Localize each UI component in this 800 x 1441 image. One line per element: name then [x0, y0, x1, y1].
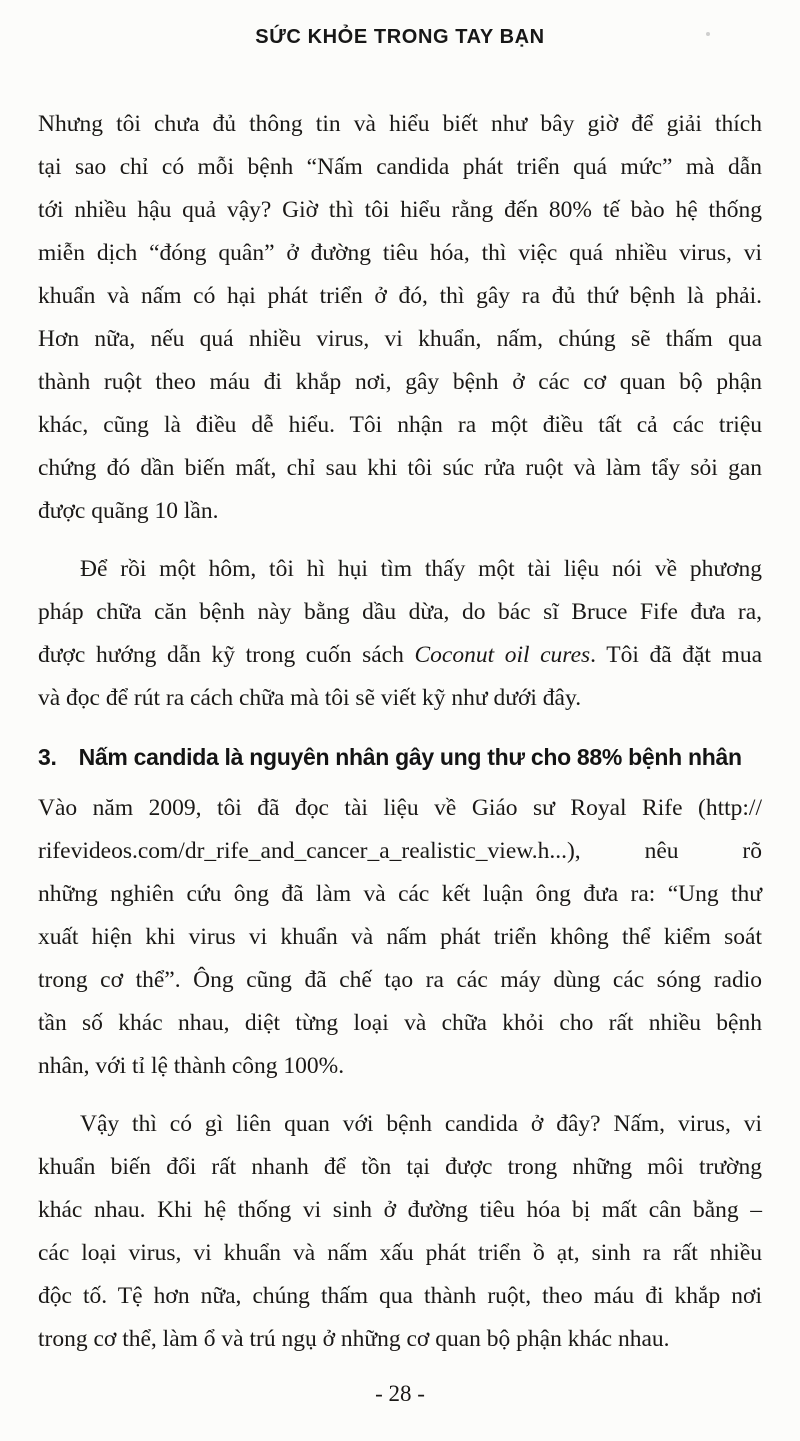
section-title: Nấm candida là nguyên nhân gây ung thư cho 88% bệnh nhân	[78, 744, 742, 770]
page-body	[38, 103, 762, 1361]
text-line: khác nhau. Khi hệ thống vi sinh ở đường tiêu hóa bị mất cân bằng –	[38, 1197, 762, 1223]
text-line: trong cơ thể, làm ổ và trú ngụ ở những cơ quan bộ phận khác nhau.	[38, 1326, 670, 1352]
text-line: Để rồi một hôm, tôi hì hụi tìm thấy một tài liệu nói về phương	[80, 556, 762, 582]
text-line: tới nhiều hậu quả vậy? Giờ thì tôi hiểu rằng đến 80% tế bào hệ thống	[38, 197, 762, 223]
page-number: - 28 -	[375, 1381, 425, 1406]
section-heading	[38, 744, 762, 771]
text-line: tần số khác nhau, diệt từng loại và chữa khỏi cho rất nhiều bệnh	[38, 1010, 762, 1036]
text-line: những nghiên cứu ông đã làm và các kết luận ông đưa ra: “Ung thư	[38, 881, 762, 907]
text-line: trong cơ thể”. Ông cũng đã chế tạo ra các máy dùng các sóng radio	[38, 967, 762, 993]
text-line: xuất hiện khi virus vi khuẩn và nấm phát triển không thể kiểm soát	[38, 924, 762, 950]
paragraph	[38, 103, 762, 533]
paragraph	[38, 787, 762, 1088]
text-line: được hướng dẫn kỹ trong cuốn sách Coconut oil cures. Tôi đã đặt mua	[38, 642, 763, 668]
text-line: Nhưng tôi chưa đủ thông tin và hiểu biết như bây giờ để giải thích	[38, 111, 762, 137]
section-number: 3.	[38, 744, 57, 770]
text-line: thành ruột theo máu đi khắp nơi, gây bệnh ở các cơ quan bộ phận	[38, 369, 762, 395]
text-line: các loại virus, vi khuẩn và nấm xấu phát triển ồ ạt, sinh ra rất nhiều	[38, 1240, 762, 1266]
text-line: độc tố. Tệ hơn nữa, chúng thấm qua thành ruột, theo máu đi khắp nơi	[38, 1283, 762, 1309]
text-line: Vậy thì có gì liên quan với bệnh candida ở đây? Nấm, virus, vi	[80, 1111, 762, 1137]
text-line: nhân, với tỉ lệ thành công 100%.	[38, 1053, 345, 1079]
text-line: pháp chữa căn bệnh này bằng dầu dừa, do bác sĩ Bruce Fife đưa ra,	[38, 599, 762, 625]
paragraph	[38, 548, 762, 720]
text-line: Hơn nữa, nếu quá nhiều virus, vi khuẩn, nấm, chúng sẽ thấm qua	[38, 326, 762, 352]
text-line: miễn dịch “đóng quân” ở đường tiêu hóa, thì việc quá nhiều virus, vi	[38, 240, 762, 266]
text-line: được quãng 10 lần.	[38, 498, 219, 524]
text-line: và đọc để rút ra cách chữa mà tôi sẽ viết kỹ như dưới đây.	[38, 685, 582, 711]
text-line: chứng đó dần biến mất, chỉ sau khi tôi súc rửa ruột và làm tẩy sỏi gan	[38, 455, 762, 481]
scan-artifact	[706, 32, 710, 36]
italic-text: Coconut oil cures	[414, 642, 591, 668]
text-line: tại sao chỉ có mỗi bệnh “Nấm candida phát triển quá mức” mà dẫn	[38, 154, 762, 180]
text-line: Vào năm 2009, tôi đã đọc tài liệu về Giáo sư Royal Rife (http://	[38, 795, 762, 821]
text-line: khuẩn biến đổi rất nhanh để tồn tại được trong những môi trường	[38, 1154, 762, 1180]
paragraph	[38, 1103, 762, 1361]
running-head: SỨC KHỎE TRONG TAY BẠN	[255, 26, 545, 48]
text-line: khuẩn và nấm có hại phát triển ở đó, thì gây ra đủ thứ bệnh là phải.	[38, 283, 762, 309]
text-line: khác, cũng là điều dễ hiểu. Tôi nhận ra một điều tất cả các triệu	[38, 412, 762, 438]
text-line: rifevideos.com/dr_rife_and_cancer_a_realistic_view.h...), nêu rõ	[38, 838, 762, 864]
